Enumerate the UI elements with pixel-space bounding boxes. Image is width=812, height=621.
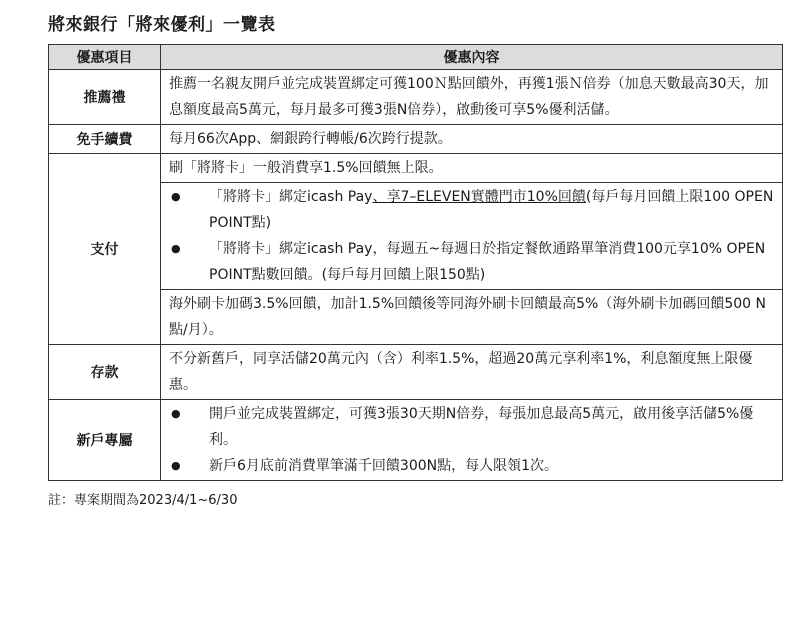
header-content: 優惠內容	[161, 45, 783, 70]
table-row-referral	[49, 70, 783, 125]
benefits-document	[48, 12, 788, 511]
table-row-payment-1	[49, 154, 783, 183]
list-item: ● 「將將卡」綁定icash Pay，每週五~每週日於指定餐飲通路單筆消費100元享10% OPEN POINT點數回饋。(每戶每月回饋上限150點)	[169, 236, 776, 288]
table-row-deposit	[49, 345, 783, 400]
list-item: ● 開戶並完成裝置綁定，可獲3張30天期N倍券，每張加息最高5萬元，啟用後享活儲5%優利。	[169, 401, 776, 453]
table-row-newuser	[49, 400, 783, 481]
table-row-fee	[49, 125, 783, 154]
row-label-fee: 免手續費	[49, 125, 161, 154]
row-label-newuser: 新戶專屬	[49, 400, 161, 481]
row-content-newuser	[161, 400, 783, 481]
header-item: 優惠項目	[49, 45, 161, 70]
header-row	[49, 45, 783, 70]
document-title: 將來銀行「將來優利」一覽表	[48, 15, 276, 35]
row-content-fee: 每月66次App、網銀跨行轉帳/6次跨行提款。	[161, 125, 783, 154]
row-label-deposit: 存款	[49, 345, 161, 400]
newuser-bullet-list	[169, 401, 776, 479]
footnote: 註：專案期間為2023/4/1~6/30	[48, 493, 238, 508]
row-content-referral: 推薦一名親友開戶並完成裝置綁定可獲100Ｎ點回饋外，再獲1張Ｎ倍券（加息天數最高30天，加息額度最高5萬元，每月最多可獲3張N倍券），啟動後可享5%優利活儲。	[161, 70, 783, 125]
711-reward-link[interactable]: 、享7–ELEVEN實體門市10%回饋	[372, 189, 586, 205]
bullet-text: (每戶每月回饋上限100 OPEN POINT點)	[209, 189, 774, 231]
row-content-payment-general: 刷「將將卡」一般消費享1.5%回饋無上限。	[161, 154, 783, 183]
row-label-referral: 推薦禮	[49, 70, 161, 125]
row-content-payment-icash	[161, 183, 783, 290]
bullet-text: 「將將卡」綁定icash Pay	[209, 189, 373, 205]
list-item	[169, 184, 776, 236]
row-label-payment: 支付	[49, 154, 161, 345]
payment-bullet-list	[169, 184, 776, 288]
list-item: ● 新戶6月底前消費單筆滿千回饋300N點，每人限領1次。	[169, 453, 776, 479]
benefits-table	[48, 44, 783, 481]
row-content-payment-overseas: 海外刷卡加碼3.5%回饋，加計1.5%回饋後等同海外刷卡回饋最高5%（海外刷卡加碼回饋500 N點/月）。	[161, 290, 783, 345]
row-content-deposit: 不分新舊戶，同享活儲20萬元內（含）利率1.5%，超過20萬元享利率1%，利息額度無上限優惠。	[161, 345, 783, 400]
